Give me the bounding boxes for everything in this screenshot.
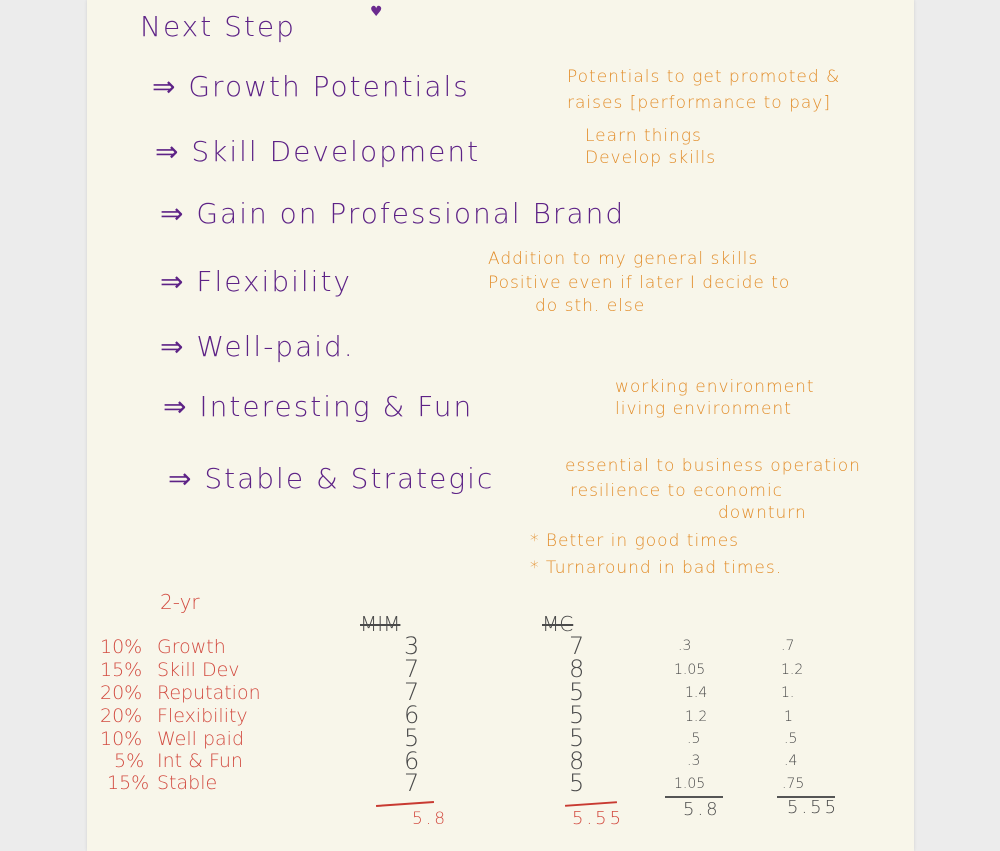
row-score-a: 3 [404,632,420,660]
heart-icon: ♥ [370,4,383,20]
row-score-a: 5 [404,724,420,752]
row-weighted-a: 1.2 [685,709,708,725]
row-score-b: 8 [569,747,585,775]
note-skill-2: Develop skills [585,148,717,168]
row-weighted-a: 1.05 [674,662,706,678]
row-score-b: 7 [569,632,585,660]
point-skill: ⇒ Skill Development [155,135,481,168]
point-stable: ⇒ Stable & Strategic [168,462,495,495]
col-b-header: MC [542,612,574,636]
note-growth-1: Potentials to get promoted & [567,67,841,87]
row-weighted-a: .5 [687,731,701,747]
note-flex-2: Positive even if later I decide to [488,273,791,293]
total-a: 5.8 [412,809,449,829]
row-weighted-a: .3 [678,638,692,654]
row-label: Flexibility [157,705,248,727]
note-star-1: * Better in good times [530,531,740,551]
total-weighted-a: 5.8 [683,799,721,820]
note-fun-2: living environment [615,399,792,419]
note-flex-3: do sth. else [535,296,646,316]
row-label: Reputation [157,682,261,704]
row-weighted-b: 1. [781,685,795,701]
point-fun: ⇒ Interesting & Fun [163,390,474,423]
row-label: Growth [157,636,226,658]
row-weight: 20% [100,705,143,727]
row-score-b: 5 [569,701,585,729]
row-label: Stable [157,772,218,794]
note-flex-1: Addition to my general skills [488,249,759,269]
point-growth: ⇒ Growth Potentials [152,70,470,103]
row-score-a: 6 [404,701,420,729]
note-fun-1: working environment [615,377,815,397]
row-score-b: 5 [569,769,585,797]
note-stable-1: essential to business operation [565,456,861,476]
total-weighted-b: 5.55 [787,797,840,818]
page-title: Next Step [140,10,296,43]
total-b: 5.55 [572,808,625,829]
row-score-b: 5 [569,678,585,706]
note-skill-1: Learn things [585,126,702,146]
row-weighted-b: .75 [782,776,805,792]
note-growth-2: raises [performance to pay] [567,93,831,113]
note-stable-2: resilience to economic [570,481,784,501]
point-flexibility: ⇒ Flexibility [160,265,352,298]
period-label: 2-yr [160,590,200,614]
row-weight: 5% [114,750,145,772]
col-a-header: MIM [360,612,401,636]
row-weighted-a: .3 [687,753,701,769]
row-weight: 15% [100,659,143,681]
row-score-b: 5 [569,724,585,752]
row-score-a: 7 [404,769,420,797]
point-brand: ⇒ Gain on Professional Brand [160,197,626,230]
row-weight: 20% [100,682,143,704]
note-star-2: * Turnaround in bad times. [530,558,783,578]
row-weighted-b: 1 [784,709,793,725]
row-score-a: 6 [404,747,420,775]
row-weighted-a: 1.05 [674,776,706,792]
row-label: Skill Dev [157,659,240,681]
row-weighted-a: 1.4 [685,685,708,701]
row-weighted-b: .5 [784,731,798,747]
point-wellpaid: ⇒ Well-paid. [160,330,355,363]
total-line-wa [665,796,723,798]
row-score-a: 7 [404,655,420,683]
row-weighted-b: .7 [781,638,795,654]
row-label: Int & Fun [157,750,243,772]
row-weight: 10% [100,728,143,750]
row-weighted-b: .4 [784,753,798,769]
row-score-a: 7 [404,678,420,706]
row-score-b: 8 [569,655,585,683]
row-weight: 15% [107,772,150,794]
row-weight: 10% [100,636,143,658]
row-label: Well paid [157,728,245,750]
row-weighted-b: 1.2 [781,662,804,678]
note-stable-3: downturn [718,503,807,523]
